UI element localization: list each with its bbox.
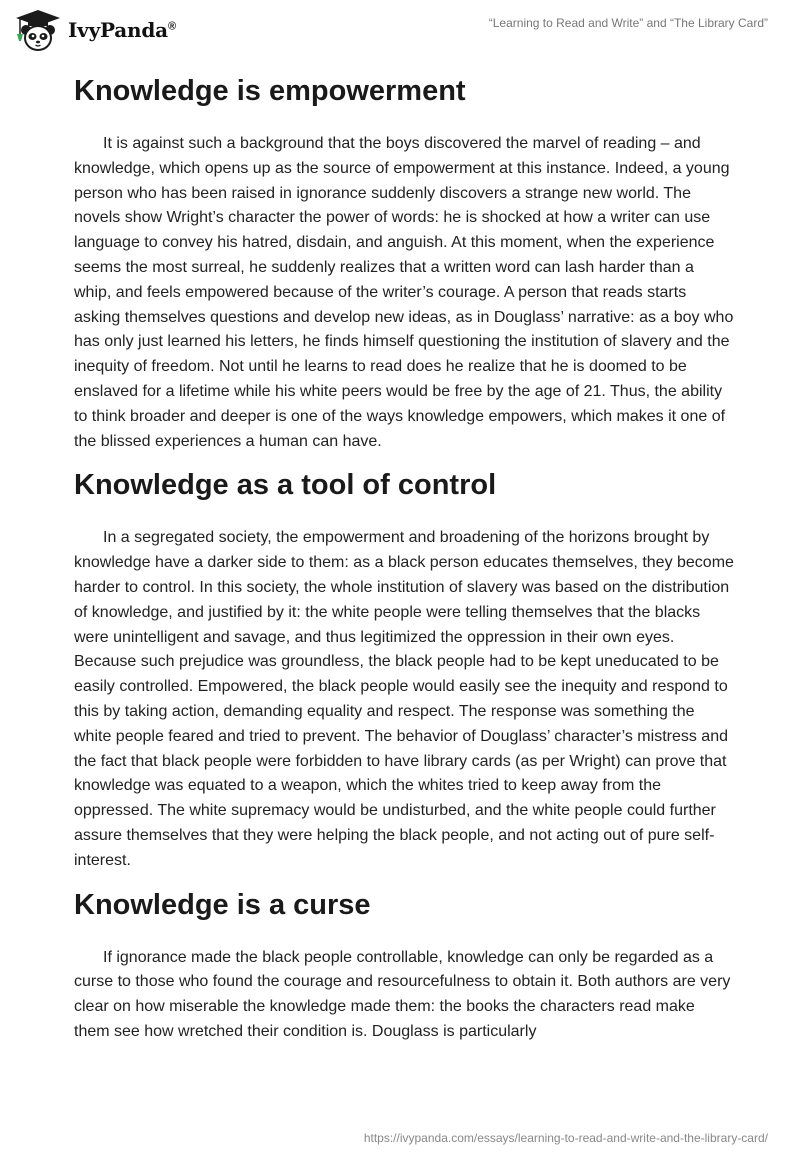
section-paragraph: If ignorance made the black people controllable, knowledge can only be regarded as a curse to those who found the courage and resourcefulness to obtain it. Both authors are very clear on how miserable the knowledge made them: the books the characters read make them see how wretched their condition is. Douglass is particularly: [74, 948, 731, 1040]
section-empowerment: [74, 66, 734, 454]
section-heading: Knowledge as a tool of control: [74, 469, 497, 502]
section-heading: Knowledge is a curse: [74, 888, 371, 921]
page-header: [0, 0, 800, 60]
section-paragraph: It is against such a background that the boys discovered the marvel of reading – and knowledge, which opens up as the source of empowerment at this instance. Indeed, a young person who has been raised in ignorance suddenly discovers a strange new world. The novels show Wright’s character the power of words: he is shocked at how a writer can use language to convey his hatred, disdain, and anguish. At this moment, when the experience seems the most surreal, he suddenly realizes that a written word can lash harder than a whip, and feels empowered because of the writer’s courage. A person that reads starts asking themselves questions and develop new ideas, as in Douglass’ narrative: as a boy who has only just learned his letters, he finds himself questioning the institution of slavery and the inequity of freedom. Not until he learns to read does he realize that he is doomed to be enslaved for a lifetime while his white peers would be free by the age of 21. Thus, the ability to think broader and deeper is one of the ways knowledge empowers, which makes it one of the blissed experiences a human can have.: [74, 135, 734, 450]
brand-name: IvyPanda®: [68, 18, 176, 42]
essay-content: [74, 66, 734, 1045]
document-title: “Learning to Read and Write” and “The Library Card”: [488, 16, 768, 30]
source-url[interactable]: https://ivypanda.com/essays/learning-to-read-and-write-and-the-library-card/: [363, 1131, 768, 1145]
section-heading: Knowledge is empowerment: [74, 75, 466, 107]
section-paragraph: In a segregated society, the empowerment and broadening of the horizons brought by knowledge have a darker side to them: as a black person educates themselves, they become harder to control. In this society, the whole institution of slavery was based on the distribution of knowledge, and justified by it: the white people were telling themselves that the blacks were unintelligent and savage, and thus legitimized the oppression in their own eyes. Because such prejudice was groundless, the black people had to be kept uneducated to be easily controlled. Empowered, the black people would easily see the inequity and respond to this by taking action, demanding equality and respect. The response was something the white people feared and tried to prevent. The behavior of Douglass’ character’s mistress and the fact that black people were forbidden to have library cards (as per Wright) can prove that knowledge was equated to a weapon, which the whites tried to keep away from the oppressed. The white supremacy would be undisturbed, and the white people could further assure themselves that they were helping the black people, and not acting out of pure self-interest.: [74, 529, 734, 869]
section-curse: [74, 880, 734, 1045]
section-control: [74, 460, 734, 873]
panda-graduate-icon: [14, 8, 62, 52]
ivypanda-logo[interactable]: [14, 8, 176, 52]
